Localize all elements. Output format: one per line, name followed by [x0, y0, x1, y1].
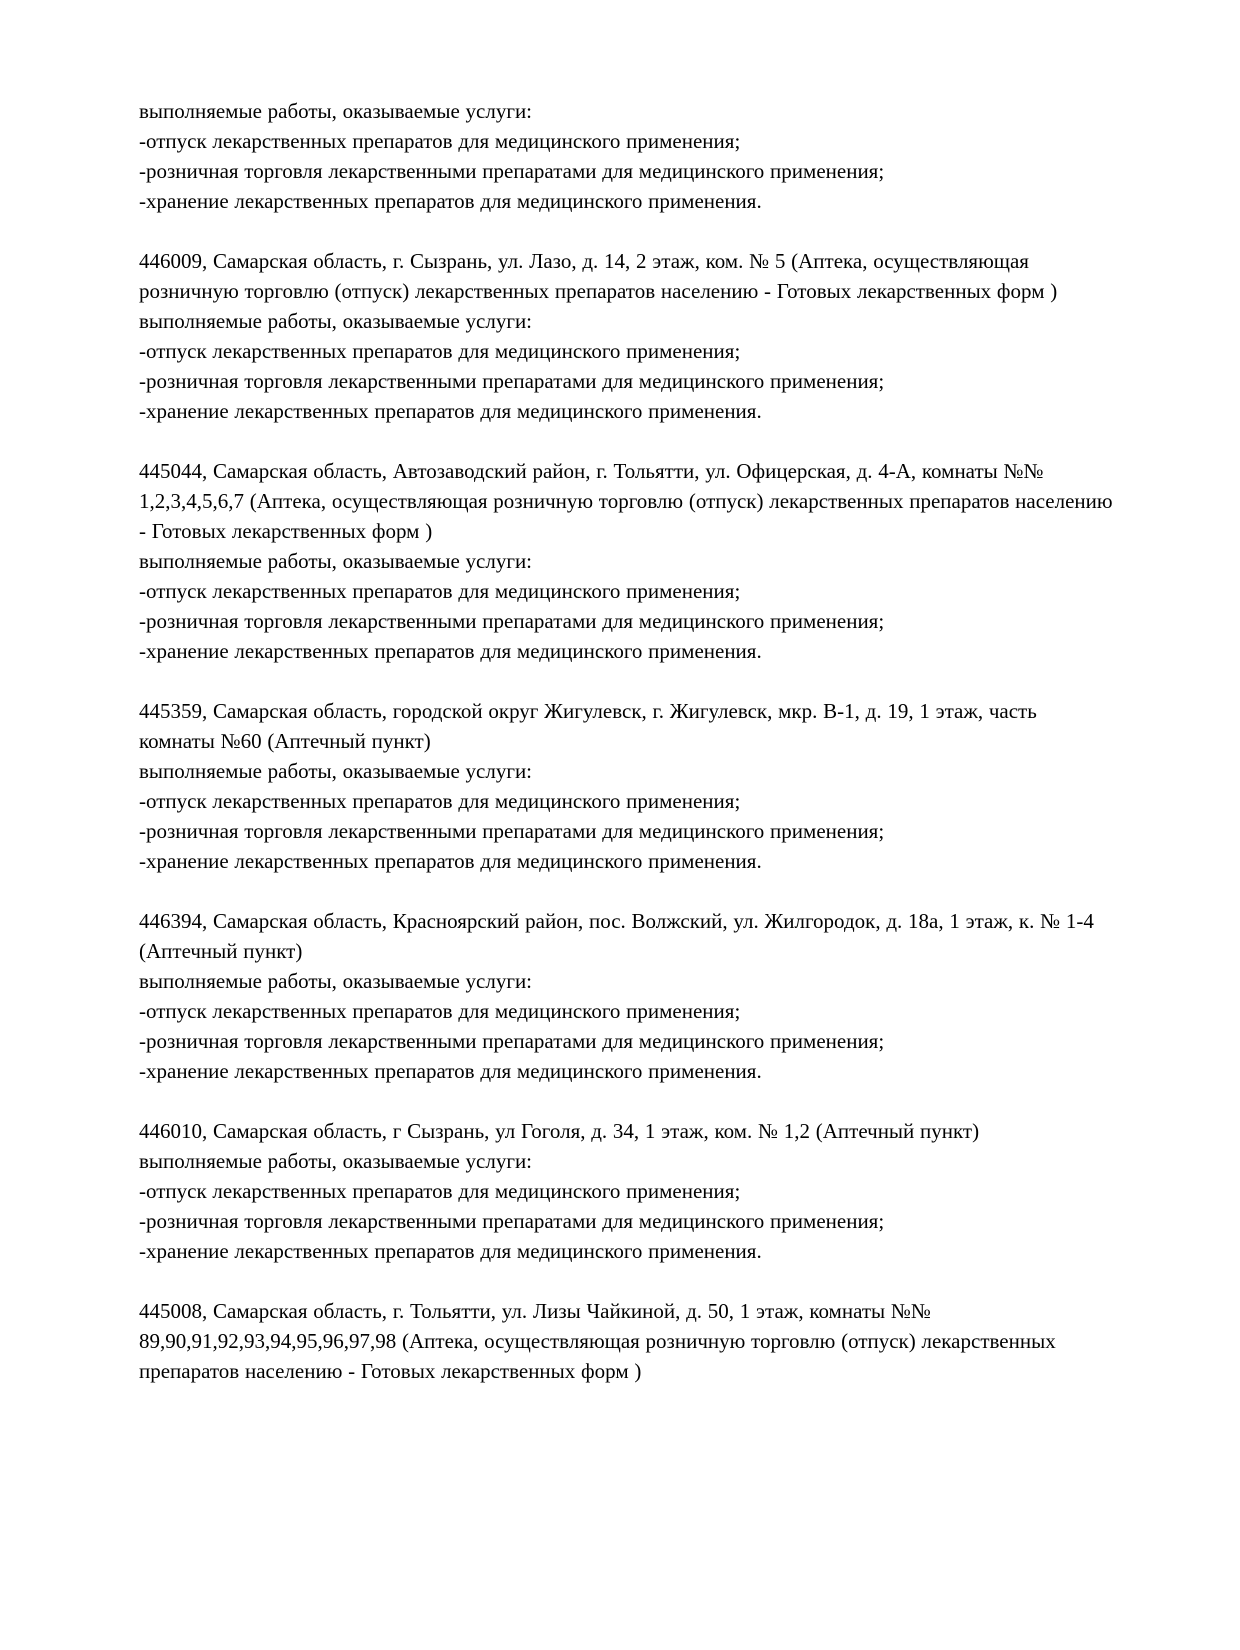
service-line-retail: -розничная торговля лекарственными препаратами для медицинского применения;	[139, 1209, 885, 1233]
license-entry-446009	[139, 246, 1116, 426]
service-line-storage: -хранение лекарственных препаратов для медицинского применения.	[139, 1059, 762, 1083]
services-block-intro	[139, 96, 1116, 216]
license-entry-446010	[139, 1116, 1116, 1266]
service-line-storage: -хранение лекарственных препаратов для медицинского применения.	[139, 1239, 762, 1263]
services-header: выполняемые работы, оказываемые услуги:	[139, 99, 533, 123]
service-line-dispensing: -отпуск лекарственных препаратов для медицинского применения;	[139, 999, 741, 1023]
services-header: выполняемые работы, оказываемые услуги:	[139, 969, 533, 993]
license-entry-446394	[139, 906, 1116, 1086]
service-line-dispensing: -отпуск лекарственных препаратов для медицинского применения;	[139, 789, 741, 813]
service-line-storage: -хранение лекарственных препаратов для медицинского применения.	[139, 849, 762, 873]
services-header: выполняемые работы, оказываемые услуги:	[139, 309, 533, 333]
service-line-dispensing: -отпуск лекарственных препаратов для медицинского применения;	[139, 1179, 741, 1203]
services-header: выполняемые работы, оказываемые услуги:	[139, 759, 533, 783]
service-line-storage: -хранение лекарственных препаратов для медицинского применения.	[139, 399, 762, 423]
service-line-storage: -хранение лекарственных препаратов для медицинского применения.	[139, 189, 762, 213]
entry-address: 446010, Самарская область, г Сызрань, ул Гоголя, д. 34, 1 этаж, ком. № 1,2 (Аптечный пункт)	[139, 1119, 980, 1143]
services-header: выполняемые работы, оказываемые услуги:	[139, 549, 533, 573]
entry-address: 445008, Самарская область, г. Тольятти, ул. Лизы Чайкиной, д. 50, 1 этаж, комнаты №№ 89,90,91,92,93,94,95,96,97,98 (Аптека, осуществляющая розничную торговлю (отпуск) лекарственных препаратов населению - Готовых лекарственных форм )	[139, 1299, 1056, 1383]
entry-address: 446394, Самарская область, Красноярский район, пос. Волжский, ул. Жилгородок, д. 18а, 1 этаж, к. № 1-4 (Аптечный пункт)	[139, 909, 1094, 963]
document-content	[139, 96, 1116, 1386]
services-header: выполняемые работы, оказываемые услуги:	[139, 1149, 533, 1173]
license-entry-445359	[139, 696, 1116, 876]
service-line-retail: -розничная торговля лекарственными препаратами для медицинского применения;	[139, 1029, 885, 1053]
service-line-retail: -розничная торговля лекарственными препаратами для медицинского применения;	[139, 819, 885, 843]
license-entry-445008	[139, 1296, 1116, 1386]
service-line-retail: -розничная торговля лекарственными препаратами для медицинского применения;	[139, 369, 885, 393]
entry-address: 445359, Самарская область, городской округ Жигулевск, г. Жигулевск, мкр. В-1, д. 19, 1 этаж, часть комнаты №60 (Аптечный пункт)	[139, 699, 1037, 753]
service-line-dispensing: -отпуск лекарственных препаратов для медицинского применения;	[139, 339, 741, 363]
license-entry-445044	[139, 456, 1116, 666]
service-line-storage: -хранение лекарственных препаратов для медицинского применения.	[139, 639, 762, 663]
service-line-retail: -розничная торговля лекарственными препаратами для медицинского применения;	[139, 159, 885, 183]
entry-address: 446009, Самарская область, г. Сызрань, ул. Лазо, д. 14, 2 этаж, ком. № 5 (Аптека, осуществляющая розничную торговлю (отпуск) лекарственных препаратов населению - Готовых лекарственных форм )	[139, 249, 1058, 303]
entry-address: 445044, Самарская область, Автозаводский район, г. Тольятти, ул. Офицерская, д. 4-А, комнаты №№ 1,2,3,4,5,6,7 (Аптека, осуществляющая розничную торговлю (отпуск) лекарственных препаратов населению - Готовых лекарственных форм )	[139, 459, 1113, 543]
service-line-dispensing: -отпуск лекарственных препаратов для медицинского применения;	[139, 129, 741, 153]
service-line-retail: -розничная торговля лекарственными препаратами для медицинского применения;	[139, 609, 885, 633]
service-line-dispensing: -отпуск лекарственных препаратов для медицинского применения;	[139, 579, 741, 603]
